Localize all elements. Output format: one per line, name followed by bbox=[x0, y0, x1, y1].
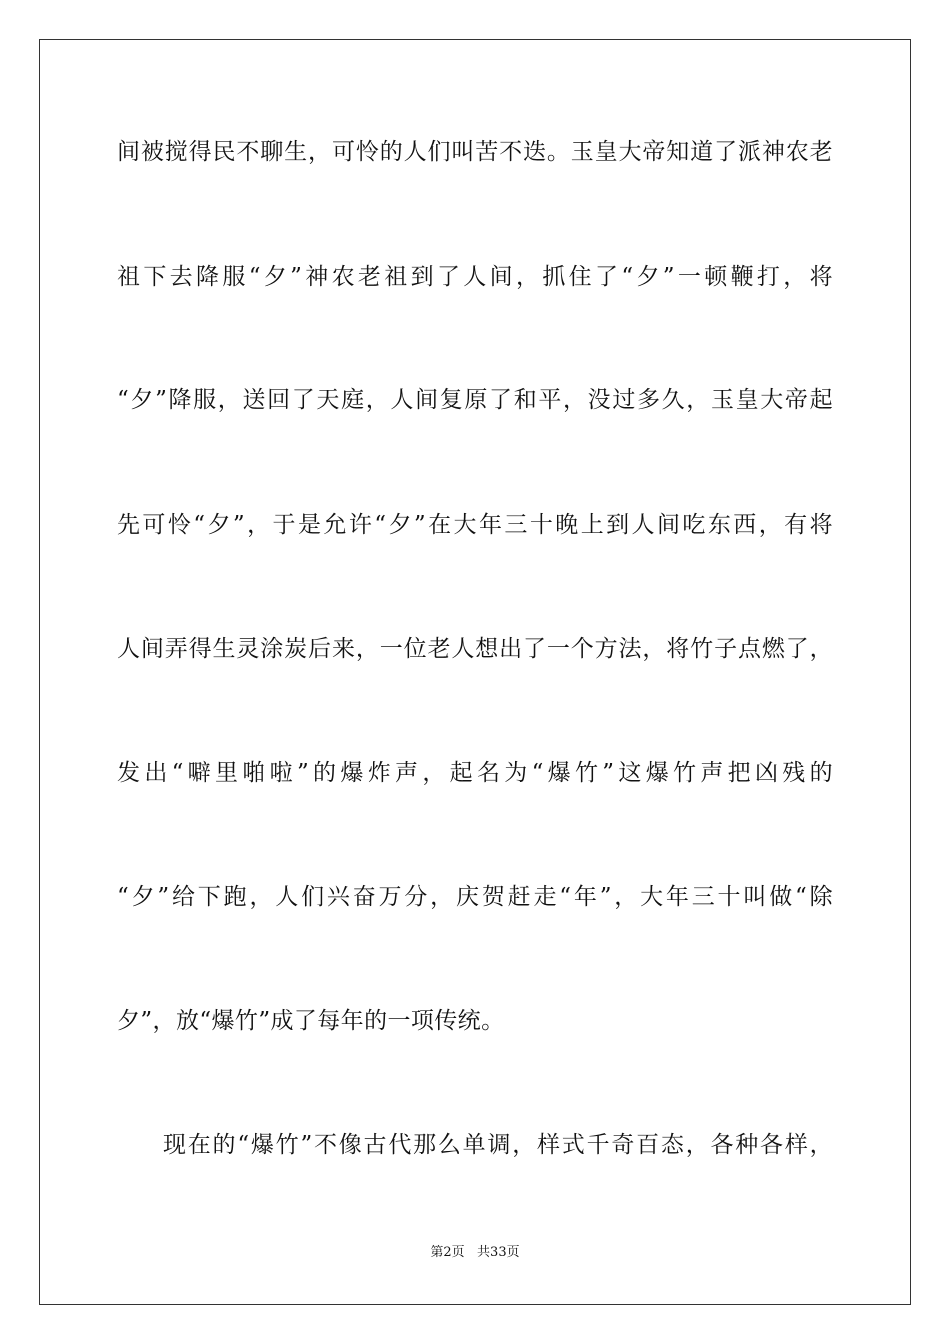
text-line: 人间弄得生灵涂炭后来，一位老人想出了一个方法，将竹子点燃了， bbox=[117, 636, 833, 662]
text-line: “夕”给下跑，人们兴奋万分，庆贺赶走“年”，大年三十叫做“除 bbox=[117, 884, 833, 910]
text-line: 先可怜“夕”，于是允许“夕”在大年三十晚上到人间吃东西，有将 bbox=[117, 512, 833, 538]
text-line: 夕”，放“爆竹”成了每年的一项传统。 bbox=[117, 1008, 505, 1034]
text-line: 间被搅得民不聊生，可怜的人们叫苦不迭。玉皇大帝知道了派神农老 bbox=[117, 139, 833, 165]
text-line: 祖下去降服“夕”神农老祖到了人间，抓住了“夕”一顿鞭打，将 bbox=[117, 264, 833, 290]
page-number: 第2页 共33页 bbox=[430, 1245, 520, 1260]
text-line: 发出“噼里啪啦”的爆炸声，起名为“爆竹”这爆竹声把凶残的 bbox=[117, 760, 833, 786]
page-border bbox=[39, 39, 911, 1305]
text-line: “夕”降服，送回了天庭，人间复原了和平，没过多久，玉皇大帝起 bbox=[117, 387, 833, 413]
paragraph-start-line: 现在的“爆竹”不像古代那么单调，样式千奇百态，各种各样， bbox=[163, 1132, 833, 1158]
